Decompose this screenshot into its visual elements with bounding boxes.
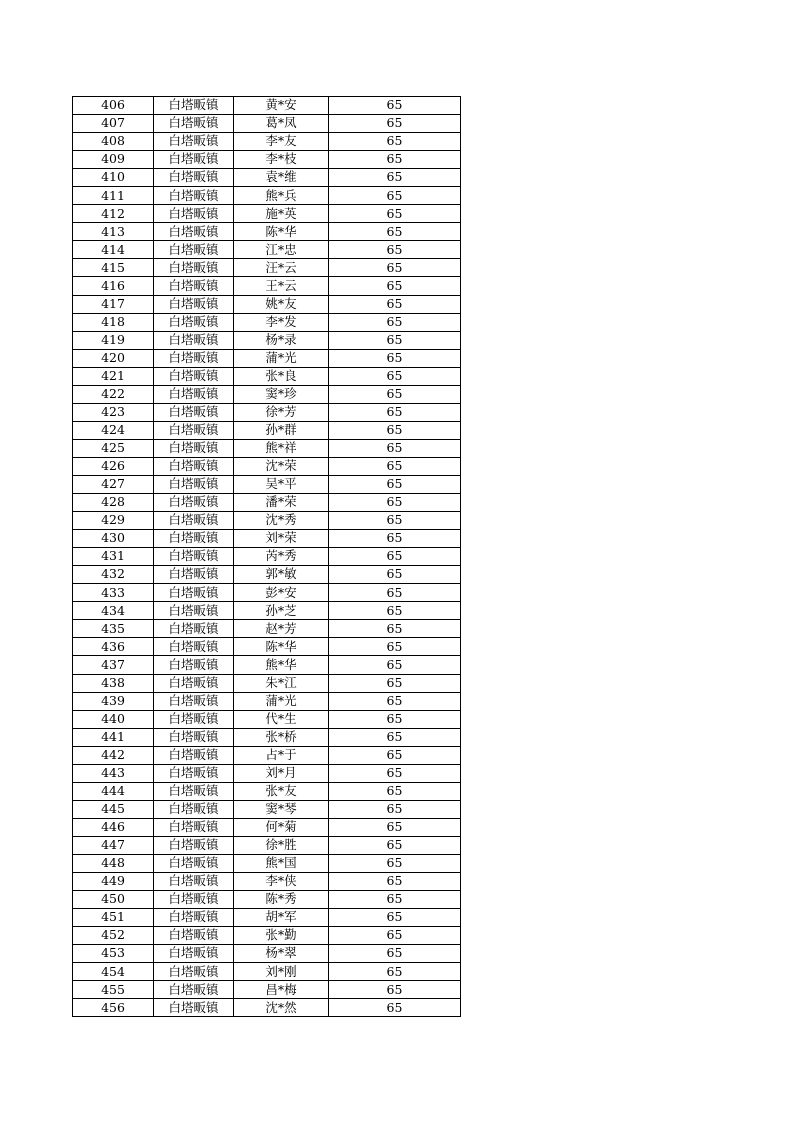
- row-number-cell: 446: [73, 818, 154, 836]
- table-row: [73, 566, 461, 584]
- amount-cell: 65: [329, 782, 461, 800]
- town-cell: 白塔畈镇: [154, 818, 234, 836]
- name-cell: 何*菊: [234, 818, 329, 836]
- amount-cell: 65: [329, 151, 461, 169]
- row-number-cell: 423: [73, 403, 154, 421]
- row-number-cell: 434: [73, 602, 154, 620]
- name-cell: 李*友: [234, 133, 329, 151]
- town-cell: 白塔畈镇: [154, 854, 234, 872]
- table-row: [73, 548, 461, 566]
- town-cell: 白塔畈镇: [154, 385, 234, 403]
- amount-cell: 65: [329, 349, 461, 367]
- town-cell: 白塔畈镇: [154, 746, 234, 764]
- row-number-cell: 437: [73, 656, 154, 674]
- name-cell: 葛*凤: [234, 115, 329, 133]
- name-cell: 熊*华: [234, 656, 329, 674]
- amount-cell: 65: [329, 728, 461, 746]
- town-cell: 白塔畈镇: [154, 891, 234, 909]
- table-row: [73, 584, 461, 602]
- name-cell: 徐*芳: [234, 403, 329, 421]
- town-cell: 白塔畈镇: [154, 963, 234, 981]
- name-cell: 王*云: [234, 277, 329, 295]
- row-number-cell: 441: [73, 728, 154, 746]
- name-cell: 施*英: [234, 205, 329, 223]
- table-row: [73, 981, 461, 999]
- name-cell: 孙*群: [234, 421, 329, 439]
- town-cell: 白塔畈镇: [154, 873, 234, 891]
- amount-cell: 65: [329, 602, 461, 620]
- table-row: [73, 313, 461, 331]
- town-cell: 白塔畈镇: [154, 638, 234, 656]
- amount-cell: 65: [329, 891, 461, 909]
- name-cell: 陈*华: [234, 223, 329, 241]
- amount-cell: 65: [329, 331, 461, 349]
- row-number-cell: 419: [73, 331, 154, 349]
- town-cell: 白塔畈镇: [154, 764, 234, 782]
- row-number-cell: 425: [73, 439, 154, 457]
- amount-cell: 65: [329, 873, 461, 891]
- row-number-cell: 435: [73, 620, 154, 638]
- row-number-cell: 418: [73, 313, 154, 331]
- amount-cell: 65: [329, 115, 461, 133]
- row-number-cell: 447: [73, 836, 154, 854]
- row-number-cell: 408: [73, 133, 154, 151]
- row-number-cell: 448: [73, 854, 154, 872]
- name-cell: 蒲*光: [234, 692, 329, 710]
- table-row: [73, 187, 461, 205]
- row-number-cell: 413: [73, 223, 154, 241]
- town-cell: 白塔畈镇: [154, 512, 234, 530]
- row-number-cell: 411: [73, 187, 154, 205]
- town-cell: 白塔畈镇: [154, 259, 234, 277]
- amount-cell: 65: [329, 854, 461, 872]
- town-cell: 白塔畈镇: [154, 927, 234, 945]
- town-cell: 白塔畈镇: [154, 97, 234, 115]
- amount-cell: 65: [329, 259, 461, 277]
- amount-cell: 65: [329, 385, 461, 403]
- town-cell: 白塔畈镇: [154, 981, 234, 999]
- row-number-cell: 445: [73, 800, 154, 818]
- amount-cell: 65: [329, 800, 461, 818]
- table-row: [73, 692, 461, 710]
- row-number-cell: 443: [73, 764, 154, 782]
- town-cell: 白塔畈镇: [154, 475, 234, 493]
- amount-cell: 65: [329, 584, 461, 602]
- town-cell: 白塔畈镇: [154, 494, 234, 512]
- row-number-cell: 453: [73, 945, 154, 963]
- town-cell: 白塔畈镇: [154, 692, 234, 710]
- amount-cell: 65: [329, 367, 461, 385]
- name-cell: 占*于: [234, 746, 329, 764]
- amount-cell: 65: [329, 909, 461, 927]
- row-number-cell: 452: [73, 927, 154, 945]
- name-cell: 潘*荣: [234, 494, 329, 512]
- town-cell: 白塔畈镇: [154, 241, 234, 259]
- row-number-cell: 427: [73, 475, 154, 493]
- table-row: [73, 674, 461, 692]
- town-cell: 白塔畈镇: [154, 403, 234, 421]
- amount-cell: 65: [329, 638, 461, 656]
- row-number-cell: 429: [73, 512, 154, 530]
- row-number-cell: 451: [73, 909, 154, 927]
- town-cell: 白塔畈镇: [154, 115, 234, 133]
- row-number-cell: 407: [73, 115, 154, 133]
- amount-cell: 65: [329, 205, 461, 223]
- table-row: [73, 421, 461, 439]
- amount-cell: 65: [329, 566, 461, 584]
- amount-cell: 65: [329, 97, 461, 115]
- table-row: [73, 494, 461, 512]
- amount-cell: 65: [329, 746, 461, 764]
- name-cell: 陈*华: [234, 638, 329, 656]
- name-cell: 孙*芝: [234, 602, 329, 620]
- town-cell: 白塔畈镇: [154, 999, 234, 1017]
- table-row: [73, 620, 461, 638]
- row-number-cell: 422: [73, 385, 154, 403]
- amount-cell: 65: [329, 169, 461, 187]
- amount-cell: 65: [329, 223, 461, 241]
- table-row: [73, 367, 461, 385]
- town-cell: 白塔畈镇: [154, 349, 234, 367]
- table-row: [73, 385, 461, 403]
- name-cell: 张*勤: [234, 927, 329, 945]
- name-cell: 赵*芳: [234, 620, 329, 638]
- table-row: [73, 836, 461, 854]
- amount-cell: 65: [329, 421, 461, 439]
- amount-cell: 65: [329, 187, 461, 205]
- amount-cell: 65: [329, 530, 461, 548]
- table-row: [73, 999, 461, 1017]
- row-number-cell: 409: [73, 151, 154, 169]
- row-number-cell: 417: [73, 295, 154, 313]
- town-cell: 白塔畈镇: [154, 421, 234, 439]
- name-cell: 彭*安: [234, 584, 329, 602]
- name-cell: 江*忠: [234, 241, 329, 259]
- town-cell: 白塔畈镇: [154, 133, 234, 151]
- name-cell: 代*生: [234, 710, 329, 728]
- table-row: [73, 746, 461, 764]
- table-row: [73, 728, 461, 746]
- table-row: [73, 151, 461, 169]
- amount-cell: 65: [329, 295, 461, 313]
- table-row: [73, 512, 461, 530]
- row-number-cell: 430: [73, 530, 154, 548]
- table-row: [73, 403, 461, 421]
- row-number-cell: 410: [73, 169, 154, 187]
- name-cell: 汪*云: [234, 259, 329, 277]
- table-row: [73, 927, 461, 945]
- town-cell: 白塔畈镇: [154, 439, 234, 457]
- roster-sheet: [72, 96, 461, 1017]
- town-cell: 白塔畈镇: [154, 836, 234, 854]
- town-cell: 白塔畈镇: [154, 223, 234, 241]
- row-number-cell: 454: [73, 963, 154, 981]
- name-cell: 姚*友: [234, 295, 329, 313]
- table-row: [73, 277, 461, 295]
- row-number-cell: 431: [73, 548, 154, 566]
- row-number-cell: 420: [73, 349, 154, 367]
- name-cell: 杨*录: [234, 331, 329, 349]
- table-row: [73, 259, 461, 277]
- name-cell: 芮*秀: [234, 548, 329, 566]
- town-cell: 白塔畈镇: [154, 728, 234, 746]
- amount-cell: 65: [329, 620, 461, 638]
- name-cell: 沈*秀: [234, 512, 329, 530]
- name-cell: 熊*祥: [234, 439, 329, 457]
- table-row: [73, 909, 461, 927]
- row-number-cell: 450: [73, 891, 154, 909]
- table-row: [73, 854, 461, 872]
- row-number-cell: 428: [73, 494, 154, 512]
- name-cell: 刘*荣: [234, 530, 329, 548]
- town-cell: 白塔畈镇: [154, 457, 234, 475]
- name-cell: 郭*敏: [234, 566, 329, 584]
- row-number-cell: 444: [73, 782, 154, 800]
- table-row: [73, 530, 461, 548]
- row-number-cell: 433: [73, 584, 154, 602]
- table-row: [73, 115, 461, 133]
- amount-cell: 65: [329, 692, 461, 710]
- amount-cell: 65: [329, 836, 461, 854]
- amount-cell: 65: [329, 981, 461, 999]
- town-cell: 白塔畈镇: [154, 602, 234, 620]
- town-cell: 白塔畈镇: [154, 674, 234, 692]
- town-cell: 白塔畈镇: [154, 945, 234, 963]
- row-number-cell: 456: [73, 999, 154, 1017]
- amount-cell: 65: [329, 818, 461, 836]
- table-row: [73, 963, 461, 981]
- name-cell: 徐*胜: [234, 836, 329, 854]
- table-row: [73, 133, 461, 151]
- name-cell: 朱*江: [234, 674, 329, 692]
- town-cell: 白塔畈镇: [154, 331, 234, 349]
- table-row: [73, 349, 461, 367]
- name-cell: 熊*国: [234, 854, 329, 872]
- name-cell: 刘*月: [234, 764, 329, 782]
- town-cell: 白塔畈镇: [154, 710, 234, 728]
- town-cell: 白塔畈镇: [154, 277, 234, 295]
- row-number-cell: 439: [73, 692, 154, 710]
- town-cell: 白塔畈镇: [154, 530, 234, 548]
- table-row: [73, 475, 461, 493]
- amount-cell: 65: [329, 656, 461, 674]
- amount-cell: 65: [329, 548, 461, 566]
- town-cell: 白塔畈镇: [154, 548, 234, 566]
- town-cell: 白塔畈镇: [154, 151, 234, 169]
- table-row: [73, 97, 461, 115]
- row-number-cell: 426: [73, 457, 154, 475]
- name-cell: 袁*维: [234, 169, 329, 187]
- name-cell: 杨*翠: [234, 945, 329, 963]
- name-cell: 李*枝: [234, 151, 329, 169]
- name-cell: 熊*兵: [234, 187, 329, 205]
- roster-table: [72, 96, 461, 1017]
- name-cell: 张*桥: [234, 728, 329, 746]
- amount-cell: 65: [329, 277, 461, 295]
- town-cell: 白塔畈镇: [154, 584, 234, 602]
- name-cell: 窦*琴: [234, 800, 329, 818]
- table-row: [73, 295, 461, 313]
- amount-cell: 65: [329, 403, 461, 421]
- amount-cell: 65: [329, 764, 461, 782]
- row-number-cell: 415: [73, 259, 154, 277]
- name-cell: 李*发: [234, 313, 329, 331]
- table-row: [73, 764, 461, 782]
- row-number-cell: 442: [73, 746, 154, 764]
- row-number-cell: 432: [73, 566, 154, 584]
- table-row: [73, 891, 461, 909]
- town-cell: 白塔畈镇: [154, 566, 234, 584]
- name-cell: 胡*军: [234, 909, 329, 927]
- row-number-cell: 416: [73, 277, 154, 295]
- amount-cell: 65: [329, 512, 461, 530]
- table-row: [73, 169, 461, 187]
- amount-cell: 65: [329, 927, 461, 945]
- row-number-cell: 412: [73, 205, 154, 223]
- name-cell: 昌*梅: [234, 981, 329, 999]
- name-cell: 吴*平: [234, 475, 329, 493]
- town-cell: 白塔畈镇: [154, 313, 234, 331]
- row-number-cell: 449: [73, 873, 154, 891]
- table-row: [73, 782, 461, 800]
- table-row: [73, 241, 461, 259]
- amount-cell: 65: [329, 710, 461, 728]
- table-row: [73, 331, 461, 349]
- row-number-cell: 421: [73, 367, 154, 385]
- amount-cell: 65: [329, 313, 461, 331]
- amount-cell: 65: [329, 133, 461, 151]
- name-cell: 蒲*光: [234, 349, 329, 367]
- town-cell: 白塔畈镇: [154, 367, 234, 385]
- table-row: [73, 800, 461, 818]
- town-cell: 白塔畈镇: [154, 205, 234, 223]
- row-number-cell: 424: [73, 421, 154, 439]
- town-cell: 白塔畈镇: [154, 620, 234, 638]
- row-number-cell: 406: [73, 97, 154, 115]
- row-number-cell: 455: [73, 981, 154, 999]
- table-row: [73, 223, 461, 241]
- amount-cell: 65: [329, 674, 461, 692]
- town-cell: 白塔畈镇: [154, 187, 234, 205]
- amount-cell: 65: [329, 241, 461, 259]
- name-cell: 沈*荣: [234, 457, 329, 475]
- name-cell: 刘*刚: [234, 963, 329, 981]
- amount-cell: 65: [329, 963, 461, 981]
- table-row: [73, 873, 461, 891]
- table-row: [73, 710, 461, 728]
- town-cell: 白塔畈镇: [154, 295, 234, 313]
- table-row: [73, 602, 461, 620]
- name-cell: 张*友: [234, 782, 329, 800]
- town-cell: 白塔畈镇: [154, 169, 234, 187]
- table-row: [73, 205, 461, 223]
- table-row: [73, 945, 461, 963]
- row-number-cell: 440: [73, 710, 154, 728]
- name-cell: 李*侠: [234, 873, 329, 891]
- name-cell: 陈*秀: [234, 891, 329, 909]
- name-cell: 沈*然: [234, 999, 329, 1017]
- amount-cell: 65: [329, 494, 461, 512]
- town-cell: 白塔畈镇: [154, 800, 234, 818]
- amount-cell: 65: [329, 999, 461, 1017]
- table-row: [73, 656, 461, 674]
- row-number-cell: 438: [73, 674, 154, 692]
- name-cell: 黄*安: [234, 97, 329, 115]
- town-cell: 白塔畈镇: [154, 782, 234, 800]
- row-number-cell: 436: [73, 638, 154, 656]
- roster-table-body: [73, 97, 461, 1017]
- amount-cell: 65: [329, 439, 461, 457]
- table-row: [73, 439, 461, 457]
- town-cell: 白塔畈镇: [154, 909, 234, 927]
- table-row: [73, 638, 461, 656]
- amount-cell: 65: [329, 475, 461, 493]
- table-row: [73, 457, 461, 475]
- town-cell: 白塔畈镇: [154, 656, 234, 674]
- name-cell: 窦*珍: [234, 385, 329, 403]
- amount-cell: 65: [329, 945, 461, 963]
- row-number-cell: 414: [73, 241, 154, 259]
- table-row: [73, 818, 461, 836]
- amount-cell: 65: [329, 457, 461, 475]
- name-cell: 张*良: [234, 367, 329, 385]
